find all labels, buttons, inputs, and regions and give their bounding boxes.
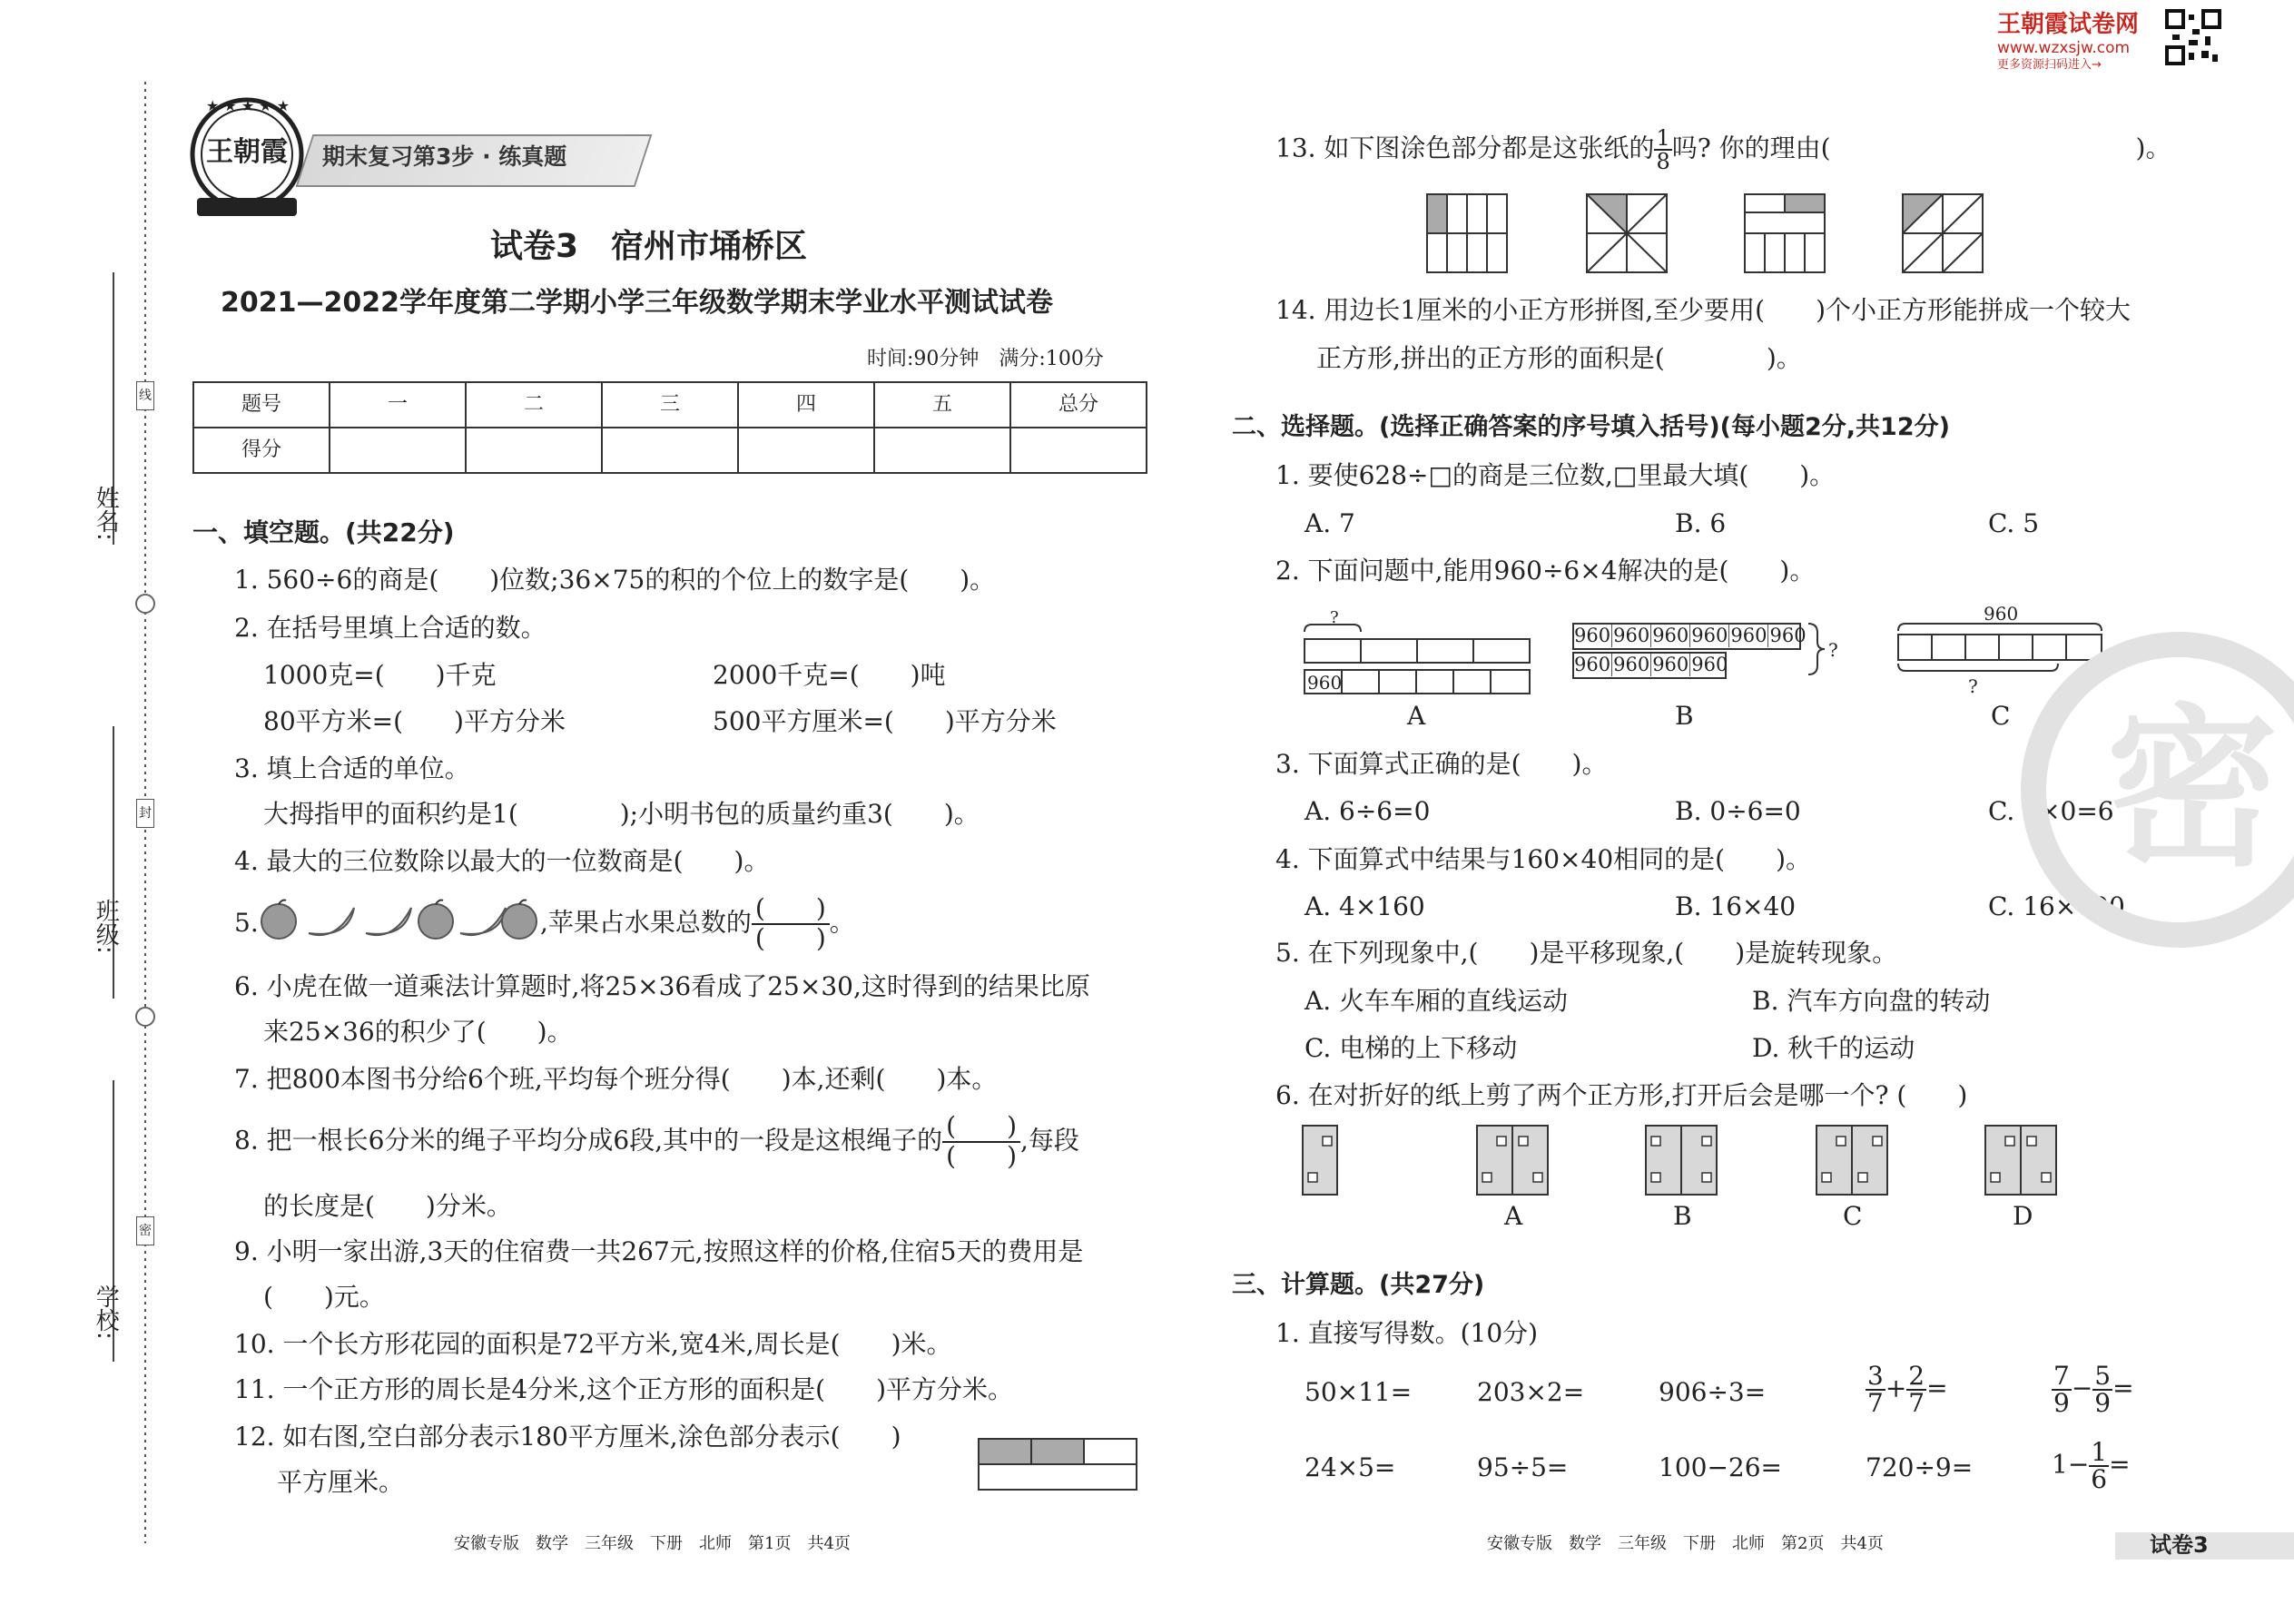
s2-q2-label-c: C bbox=[1991, 701, 2011, 731]
seal-char-mi: 密 bbox=[136, 1216, 154, 1245]
q13-figures bbox=[1425, 192, 2006, 276]
confidential-seal-icon bbox=[2020, 635, 2294, 944]
b-cell: 960 bbox=[1691, 625, 1728, 646]
s2-q4-opt-c[interactable]: C. 16×400 bbox=[1988, 891, 2125, 921]
s1-q8c: 的长度是( )分米。 bbox=[263, 1191, 512, 1221]
s2-q6-figures bbox=[1301, 1124, 2072, 1196]
footer-left: 安徽专版 数学 三年级 下册 北师 第1页 共4页 bbox=[454, 1534, 851, 1553]
name-label: 姓名: bbox=[92, 486, 120, 541]
s2-q6-label-d[interactable]: D bbox=[2013, 1201, 2033, 1231]
s2-q2-label-a: A bbox=[1407, 701, 1426, 731]
site-logo bbox=[1997, 11, 2139, 72]
score-cell: 四 bbox=[738, 382, 874, 428]
s2-q6-label-c[interactable]: C bbox=[1843, 1201, 1863, 1231]
s2-q6-label-b[interactable]: B bbox=[1673, 1201, 1692, 1231]
s1-q6b: 来25×36的积少了( )。 bbox=[263, 1017, 573, 1047]
calc-6: 100−26= bbox=[1659, 1452, 1782, 1482]
r-q14b: 正方形,拼出的正方形的面积是( )。 bbox=[1316, 343, 1802, 373]
score-cell: 二 bbox=[466, 382, 602, 428]
calc-2: 203×2= bbox=[1477, 1377, 1585, 1407]
s2-q5-opt-b[interactable]: B. 汽车方向盘的转动 bbox=[1752, 986, 1991, 1016]
s2-q2: 2. 下面问题中,能用960÷6×4解决的是( )。 bbox=[1275, 556, 1816, 586]
s2-q1: 1. 要使628÷□的商是三位数,□里最大填( )。 bbox=[1275, 460, 1836, 490]
logo-text: 王朝霞 bbox=[206, 136, 288, 168]
s2-q2-b-row1 bbox=[1573, 625, 1807, 647]
b-cell: 960 bbox=[1730, 625, 1767, 646]
s1-q3a: 大拇指甲的面积约是1( );小明书包的质量约重3( )。 bbox=[263, 799, 980, 829]
score-entry-cell[interactable] bbox=[1010, 428, 1147, 473]
r-q13 bbox=[1275, 127, 2171, 172]
calc-5: 95÷5= bbox=[1477, 1452, 1569, 1482]
s2-q2-label-b: B bbox=[1675, 701, 1694, 731]
score-entry-cell[interactable] bbox=[738, 428, 874, 473]
score-cell: 题号 bbox=[193, 382, 330, 428]
apple-icon bbox=[261, 901, 296, 940]
score-cell: 五 bbox=[874, 382, 1010, 428]
s2-q3-opt-c[interactable]: C. 6×0=6 bbox=[1988, 796, 2114, 826]
section3-title: 三、计算题。(共27分) bbox=[1232, 1271, 1485, 1299]
s1-q1: 1. 560÷6的商是( )位数;36×75的积的个位上的数字是( )。 bbox=[234, 565, 996, 595]
exam-title: 试卷3 宿州市埇桥区 bbox=[490, 228, 808, 265]
b-cell: 960 bbox=[1691, 654, 1728, 675]
svg-text:密: 密 bbox=[2106, 689, 2279, 890]
s1-q8 bbox=[234, 1113, 1079, 1171]
s1-q4: 4. 最大的三位数除以最大的一位数商是( )。 bbox=[234, 846, 770, 876]
s1-q8b: ,每段 bbox=[1020, 1125, 1079, 1156]
b-cell: 960 bbox=[1574, 654, 1611, 675]
site-note: 更多资源扫码进入→ bbox=[1997, 57, 2102, 72]
b-cell: 960 bbox=[1652, 625, 1689, 646]
apple-icon bbox=[418, 901, 453, 940]
calc-3: 906÷3= bbox=[1659, 1377, 1767, 1407]
s2-q4-opt-b[interactable]: B. 16×40 bbox=[1675, 891, 1797, 921]
banana-icon bbox=[460, 908, 506, 935]
b-cell: 960 bbox=[1613, 625, 1650, 646]
b-cell: 960 bbox=[1652, 654, 1689, 675]
banana-icon bbox=[366, 908, 411, 935]
s1-q5-text bbox=[540, 895, 855, 953]
s2-q4: 4. 下面算式中结果与160×40相同的是( )。 bbox=[1275, 844, 1811, 874]
score-table bbox=[192, 381, 1147, 474]
banana-icon bbox=[309, 908, 354, 935]
s2-q2-b-row2 bbox=[1573, 654, 1728, 676]
score-table-header-row bbox=[193, 382, 1147, 428]
exam-subtitle: 2021—2022学年度第二学期小学三年级数学期末学业水平测试试卷 bbox=[221, 287, 1053, 319]
apple-icon bbox=[502, 901, 537, 940]
s2-q3-opt-b[interactable]: B. 0÷6=0 bbox=[1675, 796, 1801, 826]
score-entry-cell[interactable] bbox=[602, 428, 738, 473]
s3-q1: 1. 直接写得数。(10分) bbox=[1275, 1318, 1539, 1348]
calc-1: 50×11= bbox=[1305, 1377, 1413, 1407]
section1-title: 一、填空题。(共22分) bbox=[192, 517, 455, 547]
s2-q5-opt-a[interactable]: A. 火车车厢的直线运动 bbox=[1305, 986, 1569, 1016]
calc-frac-add: $\frac{3}{7}$ + $\frac{2}{7}$ = bbox=[1867, 1361, 1948, 1418]
r-q14a: 14. 用边长1厘米的小正方形拼图,至少要用( )个小正方形能拼成一个较大 bbox=[1275, 295, 2131, 325]
s1-q5-number: 5. bbox=[234, 908, 259, 938]
section2-title: 二、选择题。(选择正确答案的序号填入括号)(每小题2分,共12分) bbox=[1232, 413, 1950, 441]
calc-frac-one-minus: 1− $\frac{1}{6}$ = bbox=[2052, 1437, 2131, 1494]
svg-text:★ ★ ★ ★ ★: ★ ★ ★ ★ ★ bbox=[206, 97, 290, 114]
s1-q8a: 8. 把一根长6分米的绳子平均分成6段,其中的一段是这根绳子的 bbox=[234, 1125, 943, 1156]
s2-q2-diagram-a bbox=[1303, 606, 1539, 697]
time-info: 时间:90分钟 满分:100分 bbox=[867, 348, 1104, 370]
calc-7: 720÷9= bbox=[1866, 1452, 1974, 1482]
s2-q6-label-a[interactable]: A bbox=[1504, 1201, 1523, 1231]
s1-q11: 11. 一个正方形的周长是4分米,这个正方形的面积是( )平方分米。 bbox=[234, 1374, 1013, 1404]
s2-q4-opt-a[interactable]: A. 4×160 bbox=[1305, 891, 1425, 921]
seal-char-xian: 线 bbox=[136, 381, 154, 410]
s1-q5-end: 。 bbox=[829, 907, 855, 938]
s1-q12a: 12. 如右图,空白部分表示180平方厘米,涂色部分表示( ) bbox=[234, 1422, 901, 1452]
fraction-one-eighth: $\frac{1}{8}$ bbox=[1656, 125, 1670, 174]
calc-4: 24×5= bbox=[1305, 1452, 1396, 1482]
seal-char-feng: 封 bbox=[136, 799, 154, 828]
class-label: 班级: bbox=[92, 899, 120, 954]
s2-q6: 6. 在对折好的纸上剪了两个正方形,打开后会是哪一个? ( ) bbox=[1275, 1080, 1968, 1110]
s2-q1-opt-c[interactable]: C. 5 bbox=[1988, 508, 2040, 538]
s1-q2a: 1000克=( )千克 bbox=[263, 660, 497, 690]
b-cell: 960 bbox=[1613, 654, 1650, 675]
logo bbox=[186, 91, 309, 213]
score-entry-cell[interactable] bbox=[874, 428, 1010, 473]
diagram-c-question: ? bbox=[1968, 675, 1978, 697]
footer-badge: 试卷3 bbox=[2150, 1532, 2209, 1558]
diagram-b-question: ? bbox=[1828, 639, 1838, 661]
qr-code-icon bbox=[2165, 9, 2221, 65]
score-cell: 得分 bbox=[193, 428, 330, 473]
diagram-a-label: 960 bbox=[1307, 672, 1343, 694]
dotted-cut-line bbox=[0, 0, 182, 1624]
s1-q7: 7. 把800本图书分给6个班,平均每个班分得( )本,还剩( )本。 bbox=[234, 1064, 998, 1094]
blank-fraction[interactable]: ( ) ( ) bbox=[752, 895, 830, 953]
r-q13a: 13. 如下图涂色部分都是这张纸的 bbox=[1275, 133, 1655, 163]
site-url: www.wzxsjw.com bbox=[1997, 39, 2131, 58]
score-cell: 一 bbox=[330, 382, 466, 428]
s1-q2: 2. 在括号里填上合适的数。 bbox=[234, 613, 546, 643]
banner-text: 期末复习第3步 · 练真题 bbox=[322, 143, 567, 170]
score-cell: 三 bbox=[602, 382, 738, 428]
s1-q9a: 9. 小明一家出游,3天的住宿费一共267元,按照这样的价格,住宿5天的费用是 bbox=[234, 1236, 1084, 1266]
b-cell: 960 bbox=[1769, 625, 1807, 646]
s2-q5-opt-d[interactable]: D. 秋千的运动 bbox=[1752, 1033, 1915, 1063]
s2-q1-opt-b[interactable]: B. 6 bbox=[1675, 508, 1727, 538]
score-table-score-row bbox=[193, 428, 1147, 473]
s1-q2c: 80平方米=( )平方分米 bbox=[263, 706, 566, 736]
fruit-pictures bbox=[259, 899, 540, 944]
footer-right: 安徽专版 数学 三年级 下册 北师 第2页 共4页 bbox=[1487, 1534, 1884, 1553]
diagram-c-label: 960 bbox=[1984, 603, 2019, 625]
s2-q5: 5. 在下列现象中,( )是平移现象,( )是旋转现象。 bbox=[1275, 938, 1898, 968]
q12-figure bbox=[978, 1438, 1139, 1492]
s1-q9b: ( )元。 bbox=[263, 1282, 385, 1312]
s2-q1-opt-a[interactable]: A. 7 bbox=[1305, 508, 1355, 538]
s1-q12b: 平方厘米。 bbox=[277, 1467, 405, 1497]
s1-q6a: 6. 小虎在做一道乘法计算题时,将25×36看成了25×30,这时得到的结果比原 bbox=[234, 971, 1090, 1001]
s1-q2d: 500平方厘米=( )平方分米 bbox=[713, 706, 1057, 736]
score-entry-cell[interactable] bbox=[466, 428, 602, 473]
s1-q5-text-label: ,苹果占水果总数的 bbox=[540, 907, 752, 938]
score-entry-cell[interactable] bbox=[330, 428, 466, 473]
b-cell: 960 bbox=[1574, 625, 1611, 646]
s2-q3-opt-a[interactable]: A. 6÷6=0 bbox=[1305, 796, 1431, 826]
calc-frac-sub: $\frac{7}{9}$ − $\frac{5}{9}$ = bbox=[2053, 1361, 2134, 1418]
s1-q2b: 2000千克=( )吨 bbox=[713, 660, 946, 690]
svg-text:?: ? bbox=[1330, 608, 1339, 627]
school-label: 学校: bbox=[92, 1284, 120, 1340]
s2-q5-opt-c[interactable]: C. 电梯的上下移动 bbox=[1305, 1033, 1518, 1063]
score-cell: 总分 bbox=[1010, 382, 1147, 428]
r-q13b: 吗? 你的理由( )。 bbox=[1671, 133, 2171, 163]
s2-q3: 3. 下面算式正确的是( )。 bbox=[1275, 749, 1608, 779]
site-name: 王朝霞试卷网 bbox=[1997, 11, 2140, 38]
s1-q3: 3. 填上合适的单位。 bbox=[234, 753, 470, 783]
blank-fraction[interactable]: ( ) ( ) bbox=[942, 1113, 1020, 1171]
s1-q10: 10. 一个长方形花园的面积是72平方米,宽4米,周长是( )米。 bbox=[234, 1329, 952, 1359]
